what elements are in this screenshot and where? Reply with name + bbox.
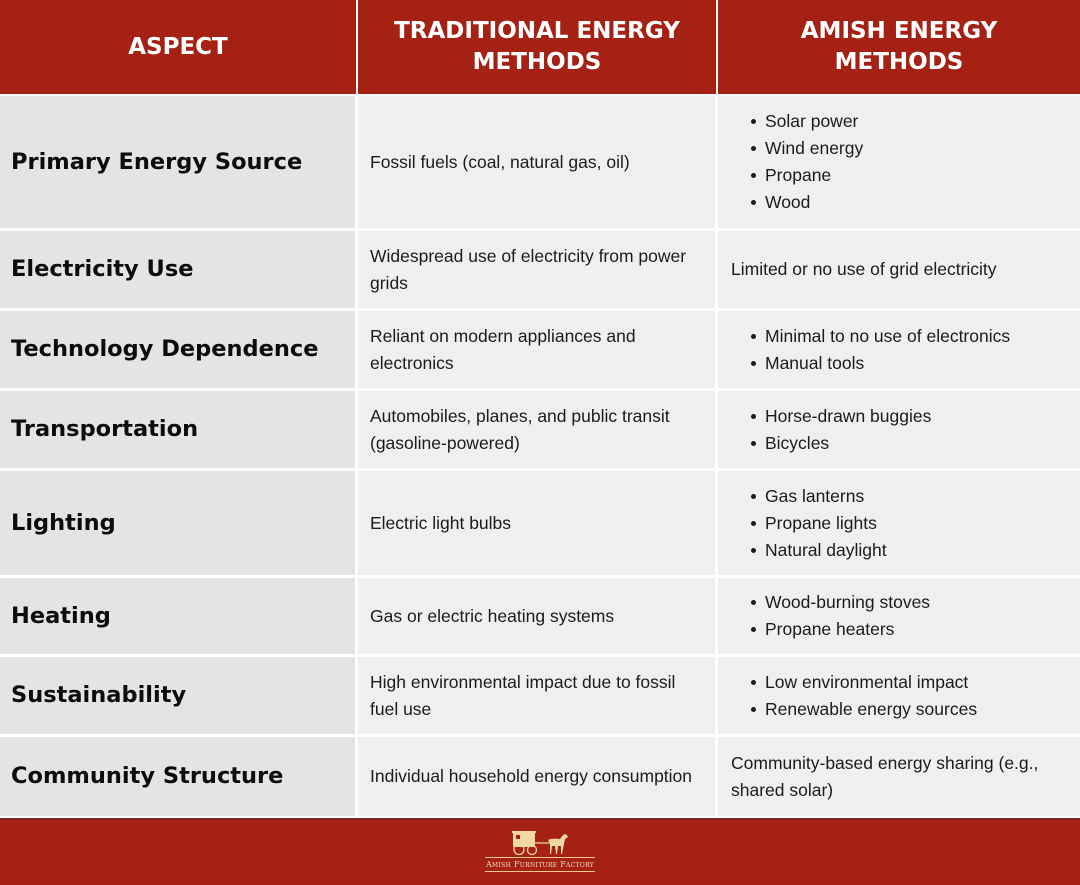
traditional-text: Fossil fuels (coal, natural gas, oil) <box>370 151 630 172</box>
brand-logo <box>485 830 595 880</box>
amish-cell <box>718 231 1080 311</box>
amish-list <box>731 669 977 723</box>
traditional-cell <box>358 311 718 391</box>
aspect-cell: Community Structure <box>0 737 358 819</box>
aspect-cell: Electricity Use <box>0 231 358 311</box>
amish-cell <box>718 737 1080 819</box>
traditional-text: Gas or electric heating systems <box>370 605 615 626</box>
amish-cell <box>718 96 1080 231</box>
traditional-cell <box>358 231 718 311</box>
logo-text: Amish Furniture Factory <box>485 860 594 869</box>
aspect-cell: Transportation <box>0 391 358 471</box>
header-traditional: TRADITIONAL ENERGY METHODS <box>358 0 718 96</box>
logo-divider-top <box>485 857 595 858</box>
aspect-cell: Heating <box>0 578 358 657</box>
amish-list <box>731 108 863 216</box>
list-item: Wood <box>751 189 863 216</box>
aspect-cell: Primary Energy Source <box>0 96 358 231</box>
amish-cell <box>718 471 1080 578</box>
traditional-cell <box>358 737 718 819</box>
traditional-text: High environmental impact due to fossil fuel use <box>370 671 676 719</box>
header-amish: AMISH ENERGY METHODS <box>718 0 1080 96</box>
amish-list <box>731 483 887 564</box>
list-item: Bicycles <box>751 430 931 457</box>
footer-bar <box>0 818 1080 885</box>
amish-list <box>731 589 930 643</box>
amish-text: Community-based energy sharing (e.g., shared solar) <box>731 752 1039 800</box>
amish-list <box>731 403 931 457</box>
aspect-cell: Lighting <box>0 471 358 578</box>
amish-cell <box>718 578 1080 657</box>
traditional-text: Individual household energy consumption <box>370 766 693 786</box>
horse-and-buggy-icon <box>508 830 572 856</box>
traditional-text: Automobiles, planes, and public transit (gasoline-powered) <box>370 405 670 453</box>
list-item: Propane <box>751 162 863 189</box>
amish-cell <box>718 391 1080 471</box>
traditional-text: Electric light bulbs <box>370 512 512 533</box>
traditional-cell <box>358 657 718 737</box>
traditional-cell <box>358 578 718 657</box>
aspect-cell: Technology Dependence <box>0 311 358 391</box>
list-item: Minimal to no use of electronics <box>751 323 1010 350</box>
header-aspect: ASPECT <box>0 0 358 96</box>
amish-cell <box>718 311 1080 391</box>
list-item: Wood-burning stoves <box>751 589 930 616</box>
list-item: Gas lanterns <box>751 483 887 510</box>
list-item: Propane lights <box>751 510 887 537</box>
list-item: Propane heaters <box>751 616 930 643</box>
logo-divider-bottom <box>485 871 595 872</box>
list-item: Horse-drawn buggies <box>751 403 931 430</box>
amish-text: Limited or no use of grid electricity <box>731 259 997 279</box>
amish-cell <box>718 657 1080 737</box>
traditional-text: Reliant on modern appliances and electronics <box>370 325 636 373</box>
list-item: Solar power <box>751 108 863 135</box>
aspect-cell: Sustainability <box>0 657 358 737</box>
traditional-text: Widespread use of electricity from power grids <box>370 245 687 293</box>
list-item: Low environmental impact <box>751 669 977 696</box>
traditional-cell <box>358 96 718 231</box>
list-item: Manual tools <box>751 350 1010 377</box>
list-item: Wind energy <box>751 135 863 162</box>
traditional-cell <box>358 391 718 471</box>
amish-list <box>731 323 1010 377</box>
list-item: Renewable energy sources <box>751 696 977 723</box>
list-item: Natural daylight <box>751 537 887 564</box>
traditional-cell <box>358 471 718 578</box>
